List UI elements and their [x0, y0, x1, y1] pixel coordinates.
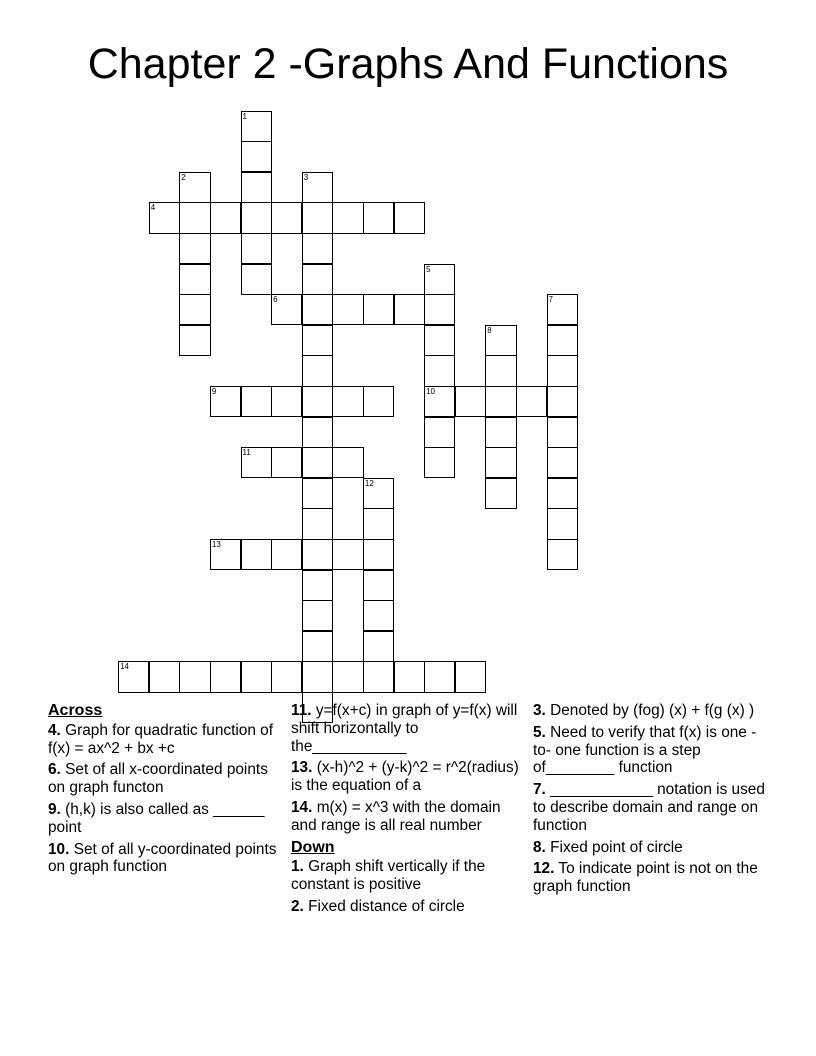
grid-cell[interactable]	[332, 447, 363, 478]
grid-cell[interactable]	[485, 478, 516, 509]
grid-cell[interactable]	[485, 386, 516, 417]
grid-cell[interactable]	[210, 386, 241, 417]
grid-cell[interactable]	[332, 661, 363, 692]
grid-cell[interactable]	[363, 202, 394, 233]
grid-cell[interactable]	[455, 386, 486, 417]
clues-column-2	[291, 702, 527, 920]
grid-cell[interactable]	[363, 661, 394, 692]
grid-cell[interactable]	[363, 386, 394, 417]
clues-column-3	[533, 702, 773, 900]
clue-number: 14	[120, 662, 129, 672]
grid-cell[interactable]	[547, 478, 578, 509]
grid-cell[interactable]	[302, 386, 333, 417]
grid-cell[interactable]	[179, 264, 210, 295]
grid-cell[interactable]	[179, 172, 210, 203]
clue-number: 6	[273, 295, 278, 305]
grid-cell[interactable]	[363, 631, 394, 662]
grid-cell[interactable]	[271, 539, 302, 570]
grid-cell[interactable]	[424, 661, 455, 692]
grid-cell[interactable]	[455, 661, 486, 692]
grid-cell[interactable]	[149, 202, 180, 233]
clue-across-14: 14. m(x) = x^3 with the domain and range is all real number	[291, 798, 501, 834]
grid-cell[interactable]	[332, 294, 363, 325]
clue-down-5: 5. Need to verify that f(x) is one - to- one function is a step of________ function	[533, 723, 757, 777]
grid-cell[interactable]	[271, 447, 302, 478]
clue-number: 5	[426, 264, 431, 274]
clue-number: 7	[548, 295, 553, 305]
clues-column-1	[48, 702, 280, 880]
grid-cell[interactable]	[547, 508, 578, 539]
clue-number: 9	[211, 386, 217, 396]
grid-cell[interactable]	[485, 355, 516, 386]
grid-cell[interactable]	[363, 539, 394, 570]
grid-cell[interactable]	[241, 202, 272, 233]
grid-cell[interactable]	[118, 661, 149, 692]
clue-across-4: 4. Graph for quadratic function of f(x) = ax^2 + bx +c	[48, 721, 274, 757]
grid-cell[interactable]	[363, 600, 394, 631]
grid-cell[interactable]	[424, 294, 455, 325]
clue-across-6: 6. Set of all x-coordinated points on graph functon	[48, 761, 268, 797]
clue-down-12: 12. To indicate point is not on the graph function	[533, 860, 758, 896]
grid-cell[interactable]	[547, 355, 578, 386]
grid-cell[interactable]	[149, 661, 180, 692]
grid-cell[interactable]	[302, 325, 333, 356]
grid-cell[interactable]	[210, 202, 241, 233]
clue-down-7: 7. ____________ notation is used to describe domain and range on function	[533, 781, 765, 834]
clue-number: 4	[150, 203, 156, 213]
grid-cell[interactable]	[302, 172, 333, 203]
clue-across-9: 9. (h,k) is also called as ______ point	[48, 800, 265, 836]
grid-cell[interactable]	[241, 233, 272, 264]
grid-cell[interactable]	[485, 325, 516, 356]
grid-cell[interactable]	[241, 447, 272, 478]
clue-across-11: 11. y=f(x+c) in graph of y=f(x) will shift horizontally to the___________	[291, 702, 518, 755]
grid-cell[interactable]	[424, 355, 455, 386]
grid-cell[interactable]	[302, 478, 333, 509]
grid-cell[interactable]	[516, 386, 547, 417]
clue-number: 12	[364, 478, 374, 488]
clue-down-8: 8. Fixed point of circle	[533, 838, 683, 856]
grid-cell[interactable]	[485, 447, 516, 478]
clue-number: 1	[242, 111, 247, 121]
clue-across-10: 10. Set of all y-coordinated points on graph function	[48, 840, 277, 876]
grid-cell[interactable]	[179, 661, 210, 692]
grid-cell[interactable]	[424, 264, 455, 295]
grid-cell[interactable]	[363, 478, 394, 509]
grid-cell[interactable]	[547, 417, 578, 448]
grid-cell[interactable]	[179, 233, 210, 264]
grid-cell[interactable]	[363, 570, 394, 601]
grid-cell[interactable]	[271, 202, 302, 233]
across-heading: Across	[48, 702, 103, 719]
grid-cell[interactable]	[394, 661, 425, 692]
clue-down-2: 2. Fixed distance of circle	[291, 897, 465, 915]
clue-number: 11	[242, 448, 251, 458]
grid-cell[interactable]	[302, 661, 333, 692]
grid-cell[interactable]	[179, 325, 210, 356]
grid-cell[interactable]	[302, 233, 333, 264]
grid-cell[interactable]	[424, 447, 455, 478]
grid-cell[interactable]	[302, 631, 333, 662]
grid-cell[interactable]	[302, 202, 333, 233]
grid-cell[interactable]	[271, 294, 302, 325]
grid-cell[interactable]	[424, 386, 455, 417]
grid-cell[interactable]	[302, 294, 333, 325]
grid-cell[interactable]	[363, 508, 394, 539]
grid-cell[interactable]	[302, 600, 333, 631]
grid-cell[interactable]	[302, 570, 333, 601]
grid-cell[interactable]	[485, 417, 516, 448]
grid-cell[interactable]	[332, 539, 363, 570]
grid-cell[interactable]	[547, 447, 578, 478]
grid-cell[interactable]	[302, 508, 333, 539]
grid-cell[interactable]	[241, 661, 272, 692]
clue-down-1: 1. Graph shift vertically if the constant is positive	[291, 858, 486, 894]
grid-cell[interactable]	[424, 325, 455, 356]
clue-down-3: 3. Denoted by (fog) (x) + f(g (x) )	[533, 702, 755, 719]
grid-cell[interactable]	[302, 264, 333, 295]
clue-number: 10	[426, 386, 435, 396]
grid-cell[interactable]	[241, 172, 272, 203]
grid-cell[interactable]	[271, 661, 302, 692]
grid-cell[interactable]	[302, 355, 333, 386]
grid-cell[interactable]	[210, 539, 241, 570]
clue-number: 3	[303, 172, 309, 182]
grid-cell[interactable]	[241, 141, 272, 172]
grid-cell[interactable]	[332, 386, 363, 417]
grid-cell[interactable]	[394, 294, 425, 325]
grid-cell[interactable]	[547, 325, 578, 356]
grid-cell[interactable]	[302, 539, 333, 570]
grid-cell[interactable]	[547, 539, 578, 570]
clue-number: 2	[181, 172, 186, 182]
grid-cell[interactable]	[210, 661, 241, 692]
grid-cell[interactable]	[241, 386, 272, 417]
grid-cell[interactable]	[424, 417, 455, 448]
grid-cell[interactable]	[302, 417, 333, 448]
grid-cell[interactable]	[241, 111, 272, 142]
grid-cell[interactable]	[394, 202, 425, 233]
grid-cell[interactable]	[179, 294, 210, 325]
grid-cell[interactable]	[271, 386, 302, 417]
grid-cell[interactable]	[547, 386, 578, 417]
down-heading: Down	[291, 838, 335, 856]
clue-number: 8	[487, 325, 492, 335]
grid-cell[interactable]	[241, 539, 272, 570]
page-title: Chapter 2 -Graphs And Functions	[87, 40, 729, 88]
clue-across-13: 13. (x-h)^2 + (y-k)^2 = r^2(radius) is the equation of a	[291, 759, 519, 795]
grid-cell[interactable]	[241, 264, 272, 295]
grid-cell[interactable]	[363, 294, 394, 325]
grid-cell[interactable]	[179, 202, 210, 233]
grid-cell[interactable]	[332, 202, 363, 233]
grid-cell[interactable]	[302, 447, 333, 478]
grid-cell[interactable]	[547, 294, 578, 325]
clue-number: 13	[211, 539, 221, 549]
